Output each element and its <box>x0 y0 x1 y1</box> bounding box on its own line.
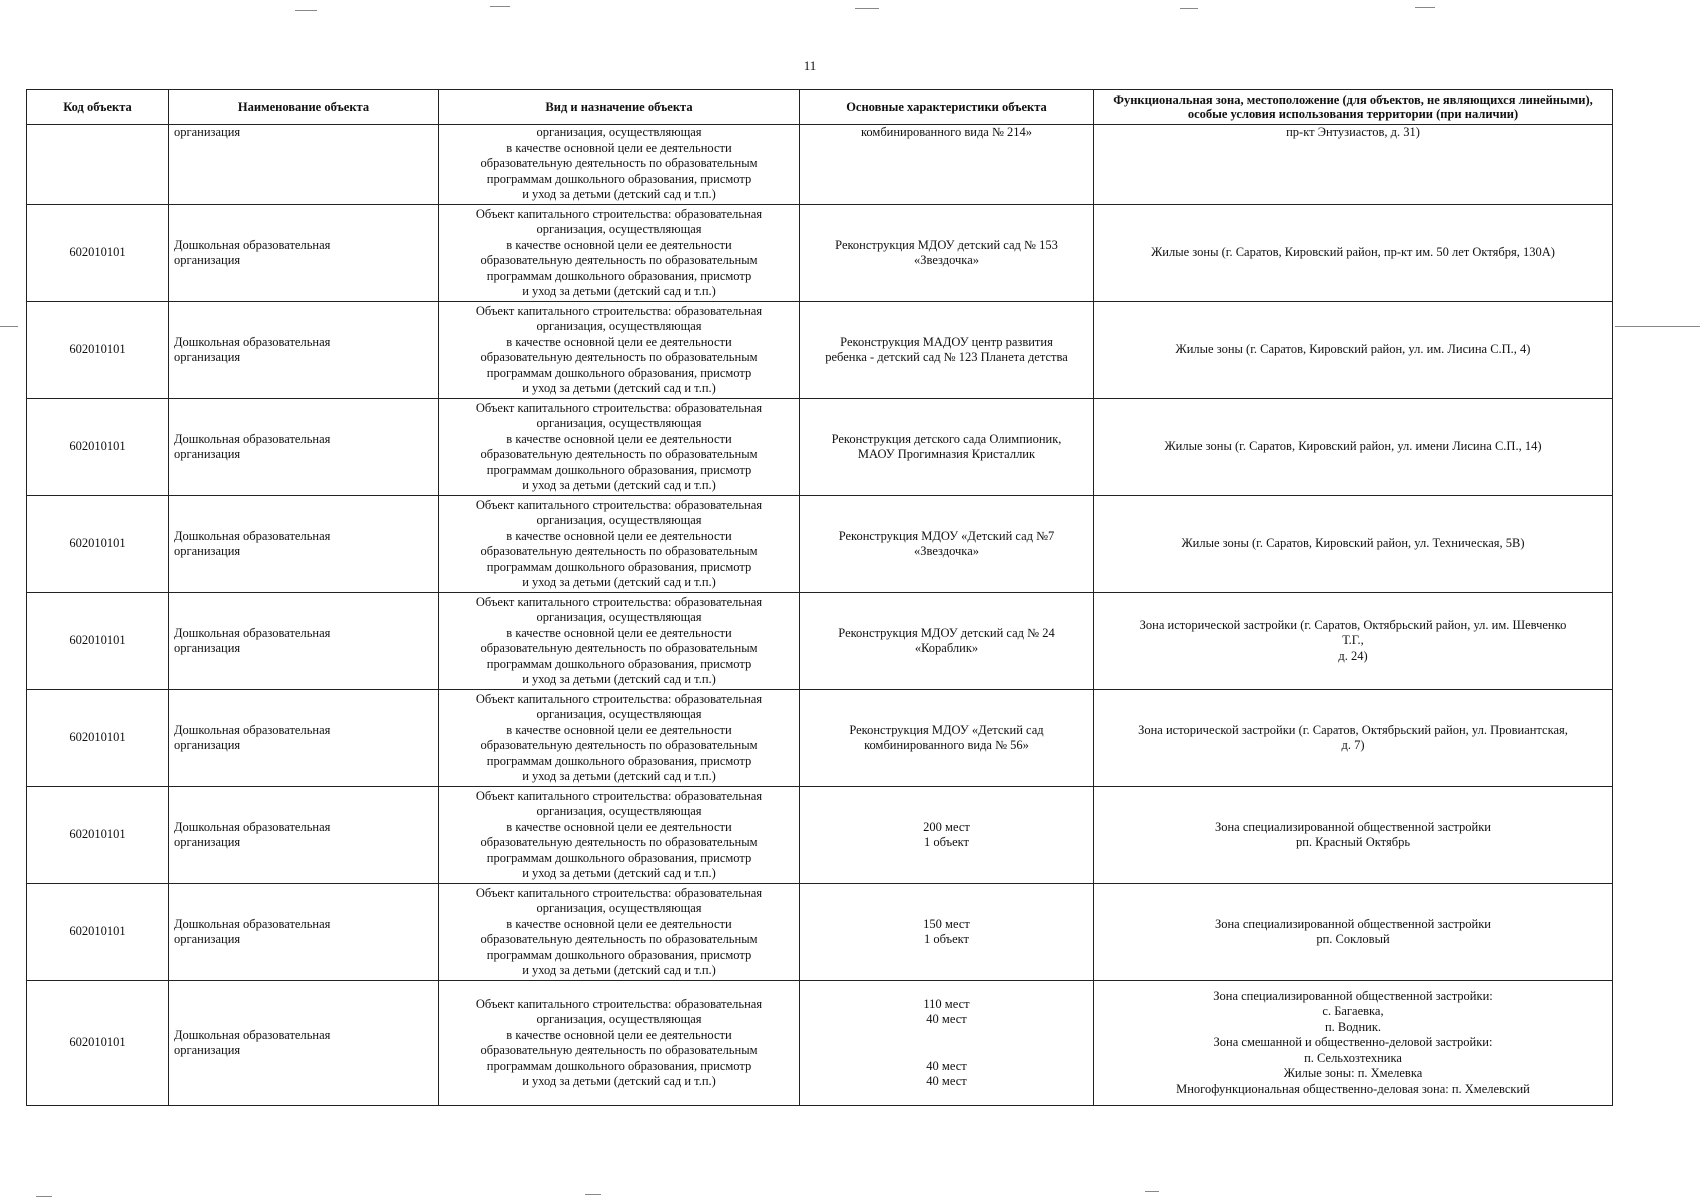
cell-characteristics: Реконструкция детского сада Олимпионик, МАОУ Прогимназия Кристаллик <box>800 399 1094 496</box>
scan-artifact <box>1415 7 1435 8</box>
cell-zone: Жилые зоны (г. Саратов, Кировский район, ул. Техническая, 5В) <box>1094 496 1613 593</box>
cell-code: 602010101 <box>27 884 169 981</box>
cell-code <box>27 125 169 205</box>
table-row <box>27 787 1613 884</box>
cell-type: Объект капитального строительства: образовательная организация, осуществляющая в качестве основной цели ее деятельности образовательную деятельность по образовательным программам дошкольного образования, присмотр и уход за детьми (детский сад и т.п.) <box>439 787 800 884</box>
cell-type: Объект капитального строительства: образовательная организация, осуществляющая в качестве основной цели ее деятельности образовательную деятельность по образовательным программам дошкольного образования, присмотр и уход за детьми (детский сад и т.п.) <box>439 399 800 496</box>
cell-name: Дошкольная образовательная организация <box>169 690 439 787</box>
table-header-row <box>27 90 1613 125</box>
cell-name: организация <box>169 125 439 205</box>
cell-characteristics: 110 мест 40 мест 40 мест 40 мест <box>800 981 1094 1106</box>
cell-zone: Зона специализированной общественной застройки рп. Красный Октябрь <box>1094 787 1613 884</box>
cell-code: 602010101 <box>27 205 169 302</box>
header-type: Вид и назначение объекта <box>439 90 800 125</box>
cell-zone: Зона исторической застройки (г. Саратов, Октябрьский район, ул. Провиантская, д. 7) <box>1094 690 1613 787</box>
cell-characteristics: 200 мест 1 объект <box>800 787 1094 884</box>
objects-table <box>26 89 1613 1106</box>
page-number: 11 <box>803 58 817 73</box>
cell-characteristics: Реконструкция МДОУ детский сад № 24 «Кораблик» <box>800 593 1094 690</box>
table-row <box>27 884 1613 981</box>
cell-type: Объект капитального строительства: образовательная организация, осуществляющая в качестве основной цели ее деятельности образовательную деятельность по образовательным программам дошкольного образования, присмотр и уход за детьми (детский сад и т.п.) <box>439 884 800 981</box>
header-name: Наименование объекта <box>169 90 439 125</box>
cell-characteristics: Реконструкция МДОУ «Детский сад №7 «Звездочка» <box>800 496 1094 593</box>
table-row <box>27 981 1613 1106</box>
cell-name: Дошкольная образовательная организация <box>169 302 439 399</box>
scan-artifact <box>36 1196 52 1197</box>
header-characteristics: Основные характеристики объекта <box>800 90 1094 125</box>
header-code: Код объекта <box>27 90 169 125</box>
cell-name: Дошкольная образовательная организация <box>169 593 439 690</box>
cell-name: Дошкольная образовательная организация <box>169 981 439 1106</box>
table-row <box>27 690 1613 787</box>
cell-zone: Жилые зоны (г. Саратов, Кировский район, пр-кт им. 50 лет Октября, 130А) <box>1094 205 1613 302</box>
cell-zone: пр-кт Энтузиастов, д. 31) <box>1094 125 1613 205</box>
scan-artifact <box>855 8 879 9</box>
cell-code: 602010101 <box>27 399 169 496</box>
cell-code: 602010101 <box>27 787 169 884</box>
cell-name: Дошкольная образовательная организация <box>169 884 439 981</box>
cell-zone: Жилые зоны (г. Саратов, Кировский район, ул. имени Лисина С.П., 14) <box>1094 399 1613 496</box>
cell-code: 602010101 <box>27 302 169 399</box>
cell-name: Дошкольная образовательная организация <box>169 496 439 593</box>
cell-code: 602010101 <box>27 593 169 690</box>
cell-name: Дошкольная образовательная организация <box>169 205 439 302</box>
scan-artifact <box>490 6 510 7</box>
cell-characteristics: 150 мест 1 объект <box>800 884 1094 981</box>
scan-artifact <box>1180 8 1198 9</box>
table-row <box>27 205 1613 302</box>
cell-type: Объект капитального строительства: образовательная организация, осуществляющая в качестве основной цели ее деятельности образовательную деятельность по образовательным программам дошкольного образования, присмотр и уход за детьми (детский сад и т.п.) <box>439 690 800 787</box>
scan-artifact <box>1145 1191 1159 1192</box>
cell-name: Дошкольная образовательная организация <box>169 399 439 496</box>
cell-type: Объект капитального строительства: образовательная организация, осуществляющая в качестве основной цели ее деятельности образовательную деятельность по образовательным программам дошкольного образования, присмотр и уход за детьми (детский сад и т.п.) <box>439 981 800 1106</box>
cell-type: Объект капитального строительства: образовательная организация, осуществляющая в качестве основной цели ее деятельности образовательную деятельность по образовательным программам дошкольного образования, присмотр и уход за детьми (детский сад и т.п.) <box>439 302 800 399</box>
cell-type: Объект капитального строительства: образовательная организация, осуществляющая в качестве основной цели ее деятельности образовательную деятельность по образовательным программам дошкольного образования, присмотр и уход за детьми (детский сад и т.п.) <box>439 496 800 593</box>
scan-artifact <box>295 10 317 11</box>
scan-artifact <box>0 326 18 327</box>
cell-name: Дошкольная образовательная организация <box>169 787 439 884</box>
table-row <box>27 125 1613 205</box>
table-row <box>27 399 1613 496</box>
scan-artifact <box>585 1194 601 1195</box>
cell-zone: Зона специализированной общественной застройки рп. Сокловый <box>1094 884 1613 981</box>
table-row <box>27 302 1613 399</box>
cell-type: Объект капитального строительства: образовательная организация, осуществляющая в качестве основной цели ее деятельности образовательную деятельность по образовательным программам дошкольного образования, присмотр и уход за детьми (детский сад и т.п.) <box>439 205 800 302</box>
scan-artifact <box>1615 326 1700 327</box>
cell-characteristics: Реконструкция МДОУ детский сад № 153 «Звездочка» <box>800 205 1094 302</box>
table-row <box>27 496 1613 593</box>
cell-characteristics: Реконструкция МДОУ «Детский сад комбинированного вида № 56» <box>800 690 1094 787</box>
cell-zone: Зона исторической застройки (г. Саратов, Октябрьский район, ул. им. Шевченко Т.Г., д. 24) <box>1094 593 1613 690</box>
cell-zone: Зона специализированной общественной застройки: с. Багаевка, п. Водник. Зона смешанной и общественно-деловой застройки: п. Сельхозтехника Жилые зоны: п. Хмелевка Многофункциональная общественно-деловая зона: п. Хмелевский <box>1094 981 1613 1106</box>
cell-type: Объект капитального строительства: образовательная организация, осуществляющая в качестве основной цели ее деятельности образовательную деятельность по образовательным программам дошкольного образования, присмотр и уход за детьми (детский сад и т.п.) <box>439 593 800 690</box>
table-row <box>27 593 1613 690</box>
cell-code: 602010101 <box>27 981 169 1106</box>
cell-zone: Жилые зоны (г. Саратов, Кировский район, ул. им. Лисина С.П., 4) <box>1094 302 1613 399</box>
cell-characteristics: Реконструкция МАДОУ центр развития ребенка - детский сад № 123 Планета детства <box>800 302 1094 399</box>
cell-characteristics: комбинированного вида № 214» <box>800 125 1094 205</box>
cell-code: 602010101 <box>27 496 169 593</box>
cell-code: 602010101 <box>27 690 169 787</box>
header-zone: Функциональная зона, местоположение (для объектов, не являющихся линейными), особые условия использования территории (при наличии) <box>1094 90 1613 125</box>
cell-type: организация, осуществляющая в качестве основной цели ее деятельности образовательную деятельность по образовательным программам дошкольного образования, присмотр и уход за детьми (детский сад и т.п.) <box>439 125 800 205</box>
